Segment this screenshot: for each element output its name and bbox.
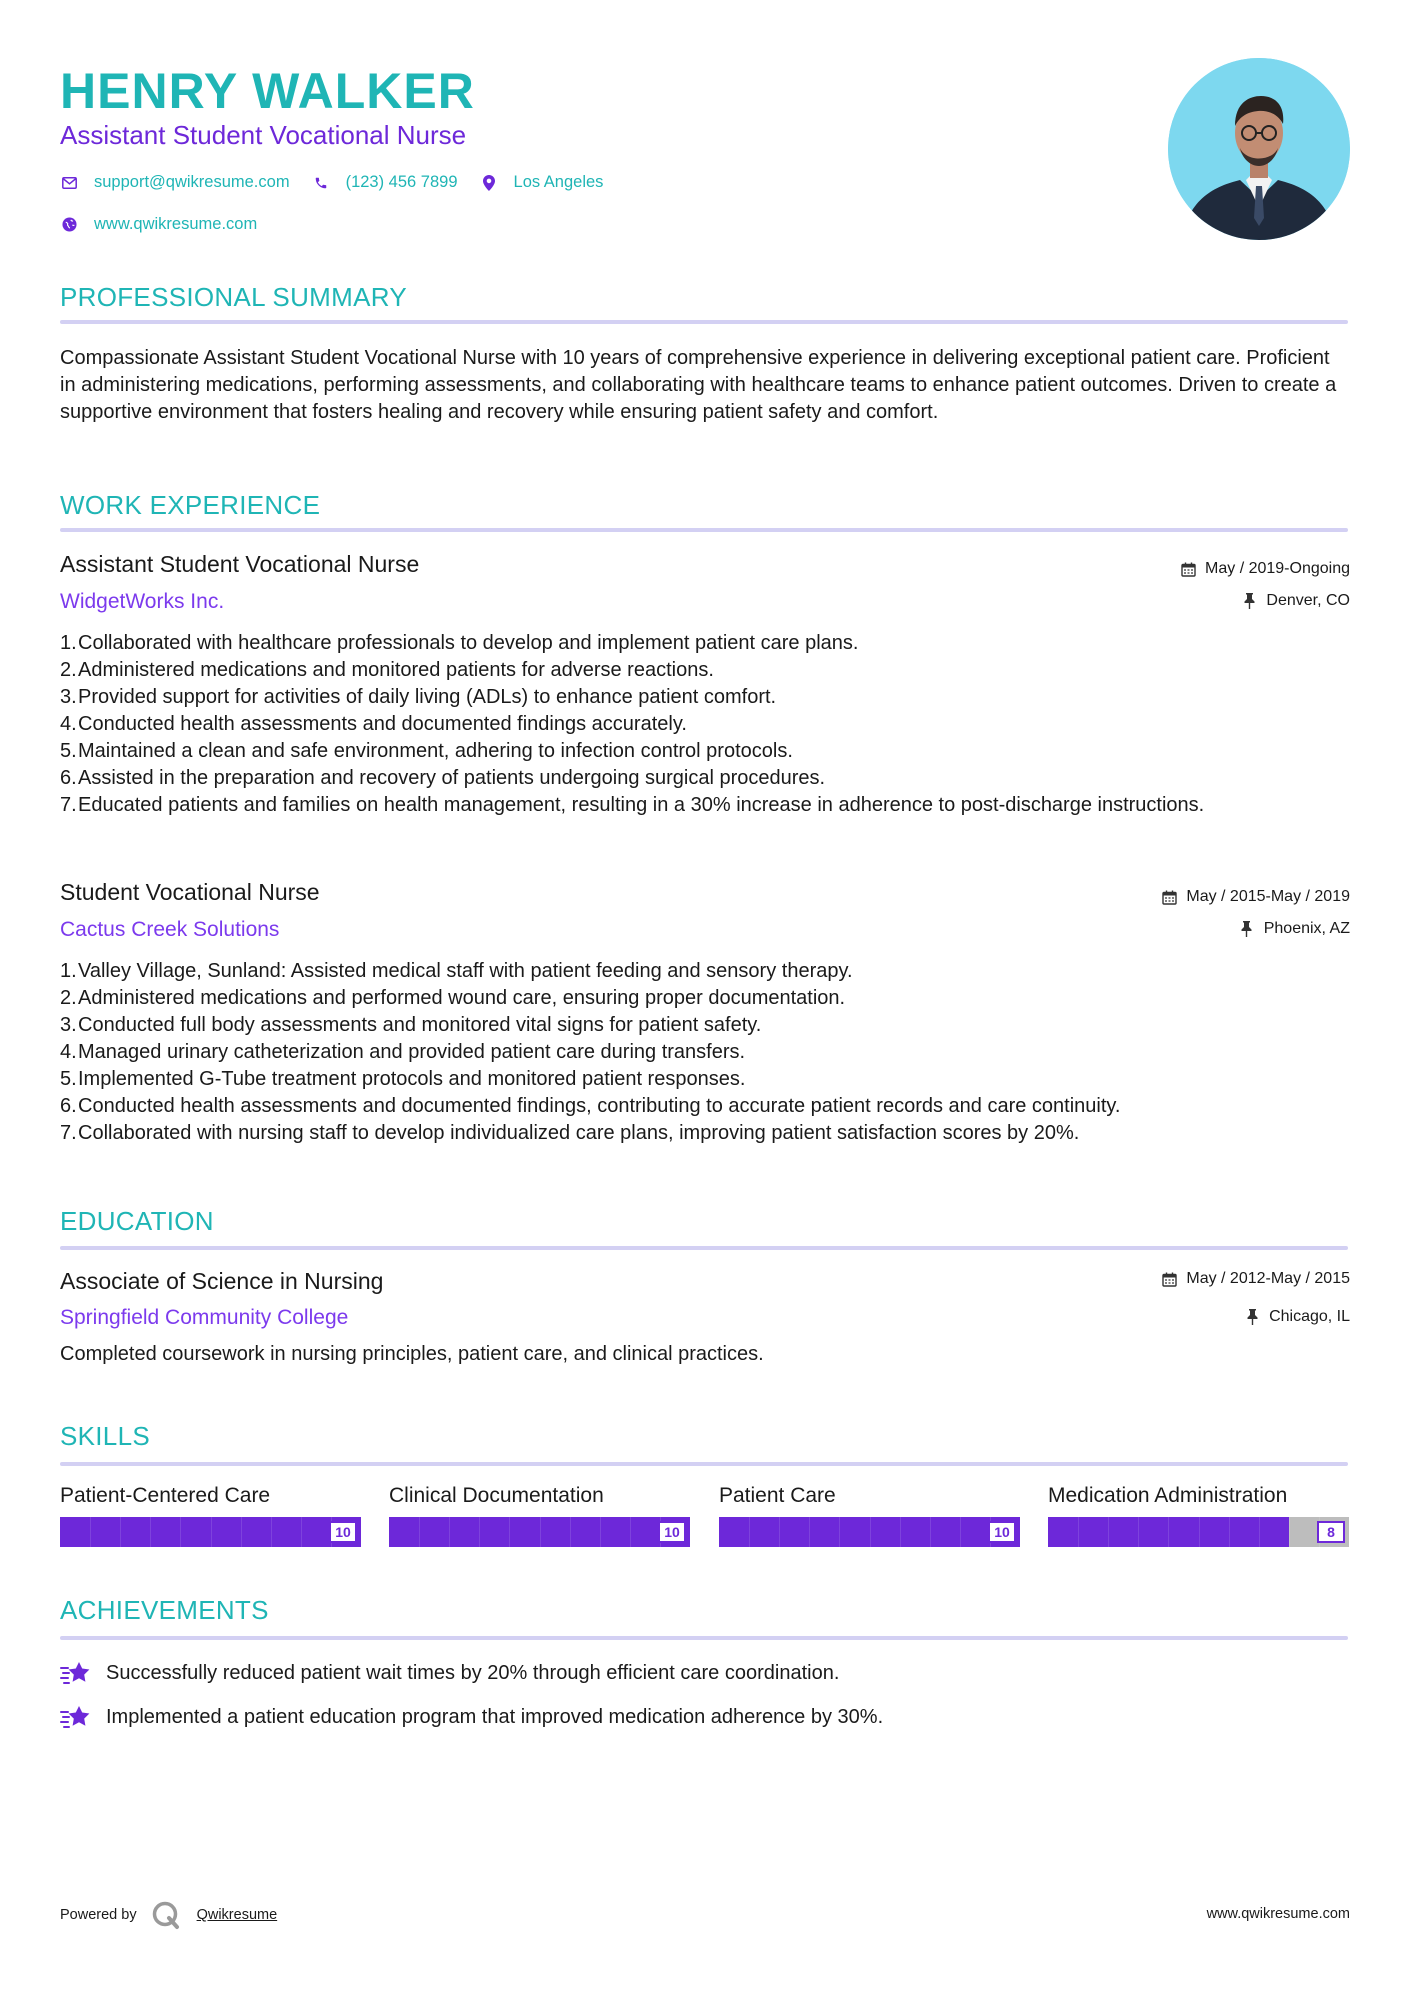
list-item: Conducted full body assessments and monitored vital signs for patient safety. [78,1014,762,1036]
skill-bar-segment [809,1517,810,1547]
skill-bar [389,1517,690,1547]
list-item: Conducted health assessments and documented findings accurately. [78,713,687,735]
job-dates: May / 2019-Ongoing [1180,560,1350,578]
list-item: Implemented G-Tube treatment protocols and monitored patient responses. [78,1068,746,1090]
job-title: Assistant Student Vocational Nurse [60,551,420,577]
skill-bar-segment [509,1517,510,1547]
list-item: Valley Village, Sunland: Assisted medical staff with patient feeding and sensory therapy. [78,960,853,982]
skill-bar-segment [241,1517,242,1547]
skill-level: 10 [988,1521,1016,1543]
job-dates: May / 2015-May / 2019 [1161,888,1350,906]
phone-icon [312,174,330,192]
globe-icon [60,216,78,234]
job-title: Student Vocational Nurse [60,879,320,905]
list-item: Collaborated with nursing staff to develop individualized care plans, improving patient satisfaction scores by 20%. [78,1122,1080,1144]
skill-bar-segment [150,1517,151,1547]
list-item: Maintained a clean and safe environment, adhering to infection control protocols. [78,740,793,762]
education-location: Chicago, IL [1244,1308,1350,1326]
school-name: Springfield Community College [60,1306,349,1329]
skill-bar [60,1517,361,1547]
website-row [60,215,279,234]
skill-bar-segment [479,1517,480,1547]
skill-label: Medication Administration [1048,1484,1288,1507]
location-text: Los Angeles [513,173,604,191]
skill-bar-segment [630,1517,631,1547]
qwikresume-logo-icon [151,1900,181,1930]
section-title-summary: PROFESSIONAL SUMMARY [60,282,407,312]
pushpin-icon [1241,593,1257,609]
skill-bar-segment [271,1517,272,1547]
brand-link[interactable]: Qwikresume [196,1907,278,1923]
skill-bar-segment [870,1517,871,1547]
skill-item [389,1484,690,1547]
skill-label: Clinical Documentation [389,1484,604,1507]
skill-bar-segment [1108,1517,1109,1547]
star-icon [60,1658,92,1688]
contact-row [60,173,625,192]
education-description: Completed coursework in nursing principles, patient care, and clinical practices. [60,1343,764,1365]
job-bullets [60,630,1350,819]
list-item: Educated patients and families on health management, resulting in a 30% increase in adherence to post-discharge instructions. [78,794,1205,816]
skill-bar-segment [419,1517,420,1547]
website-link[interactable]: www.qwikresume.com [94,215,258,233]
footer-powered-by [60,1900,277,1930]
skill-bar [1048,1517,1349,1547]
skill-bar-segment [90,1517,91,1547]
skill-bar-segment [1138,1517,1139,1547]
skill-bar-segment [779,1517,780,1547]
section-title-education: EDUCATION [60,1206,214,1236]
achievement-text: Implemented a patient education program that improved medication adherence by 30%. [106,1705,884,1728]
calendar-icon [1180,561,1196,577]
company-name: WidgetWorks Inc. [60,590,225,613]
achievement-text: Successfully reduced patient wait times by 20% through efficient care coordination. [106,1661,840,1684]
company-name: Cactus Creek Solutions [60,918,280,941]
section-divider [60,528,1348,532]
map-pin-icon [480,174,498,192]
job-location: Phoenix, AZ [1239,920,1350,938]
skill-bar-segment [301,1517,302,1547]
skill-bar-segment [180,1517,181,1547]
skill-bar [719,1517,1020,1547]
education-dates: May / 2012-May / 2015 [1161,1270,1350,1288]
summary-text: Compassionate Assistant Student Vocational Nurse with 10 years of comprehensive experience in delivering exceptional patient care. Proficient in administering medications, performing assessments, and collaborating with healthcare teams to enhance patient outcomes. Driven to create a supportive environment that fosters healing and recovery while ensuring patient safety and comfort. [60,347,1337,423]
candidate-name: HENRY WALKER [60,63,475,119]
skill-item [1048,1484,1349,1547]
powered-by-label: Powered by [60,1907,137,1923]
skill-level: 8 [1317,1521,1345,1543]
skill-bar-segment [1199,1517,1200,1547]
email-link[interactable]: support@qwikresume.com [94,173,290,191]
skill-bar-segment [1078,1517,1079,1547]
job-bullets [60,958,1350,1147]
skill-label: Patient-Centered Care [60,1484,271,1507]
skill-bar-segment [1259,1517,1260,1547]
pushpin-icon [1244,1309,1260,1325]
achievement-item [60,1702,883,1732]
section-divider [60,1636,1348,1640]
skill-bar-segment [1168,1517,1169,1547]
skill-bar-segment [749,1517,750,1547]
list-item: Conducted health assessments and documented findings, contributing to accurate patient records and care continuity. [78,1095,1121,1117]
section-title-experience: WORK EXPERIENCE [60,490,321,520]
skill-bar-segment [211,1517,212,1547]
skill-level: 10 [658,1521,686,1543]
skill-bar-segment [839,1517,840,1547]
skill-item [719,1484,1020,1547]
skill-bar-segment [449,1517,450,1547]
skill-bar-segment [570,1517,571,1547]
list-item: Assisted in the preparation and recovery of patients undergoing surgical procedures. [78,767,826,789]
list-item: Managed urinary catheterization and provided patient care during transfers. [78,1041,746,1063]
skill-bar-segment [1229,1517,1230,1547]
skill-bar-segment [930,1517,931,1547]
list-item: Administered medications and monitored patients for adverse reactions. [78,659,714,681]
calendar-icon [1161,889,1177,905]
star-icon [60,1702,92,1732]
candidate-title: Assistant Student Vocational Nurse [60,120,467,150]
envelope-icon [60,174,78,192]
skill-level: 10 [329,1521,357,1543]
profile-photo [1168,58,1350,240]
calendar-icon [1161,1271,1177,1287]
skill-bar-segment [900,1517,901,1547]
list-item: Provided support for activities of daily living (ADLs) to enhance patient comfort. [78,686,777,708]
pushpin-icon [1239,921,1255,937]
degree-title: Associate of Science in Nursing [60,1268,384,1294]
achievement-item [60,1658,839,1688]
skill-bar-segment [1289,1517,1290,1547]
skill-bar-segment [120,1517,121,1547]
skill-bar-segment [600,1517,601,1547]
list-item: Administered medications and performed wound care, ensuring proper documentation. [78,987,846,1009]
section-title-achievements: ACHIEVEMENTS [60,1595,269,1625]
footer-website-link[interactable]: www.qwikresume.com [1206,1906,1350,1922]
skill-label: Patient Care [719,1484,836,1507]
list-item: Collaborated with healthcare professionals to develop and implement patient care plans. [78,632,859,654]
phone-number[interactable]: (123) 456 7899 [345,173,458,191]
skill-item [60,1484,361,1547]
skill-bar-segment [540,1517,541,1547]
skill-bar-segment [960,1517,961,1547]
section-divider [60,1246,1348,1250]
section-divider [60,320,1348,324]
section-divider [60,1462,1348,1466]
section-title-skills: SKILLS [60,1421,150,1451]
job-location: Denver, CO [1241,592,1350,610]
